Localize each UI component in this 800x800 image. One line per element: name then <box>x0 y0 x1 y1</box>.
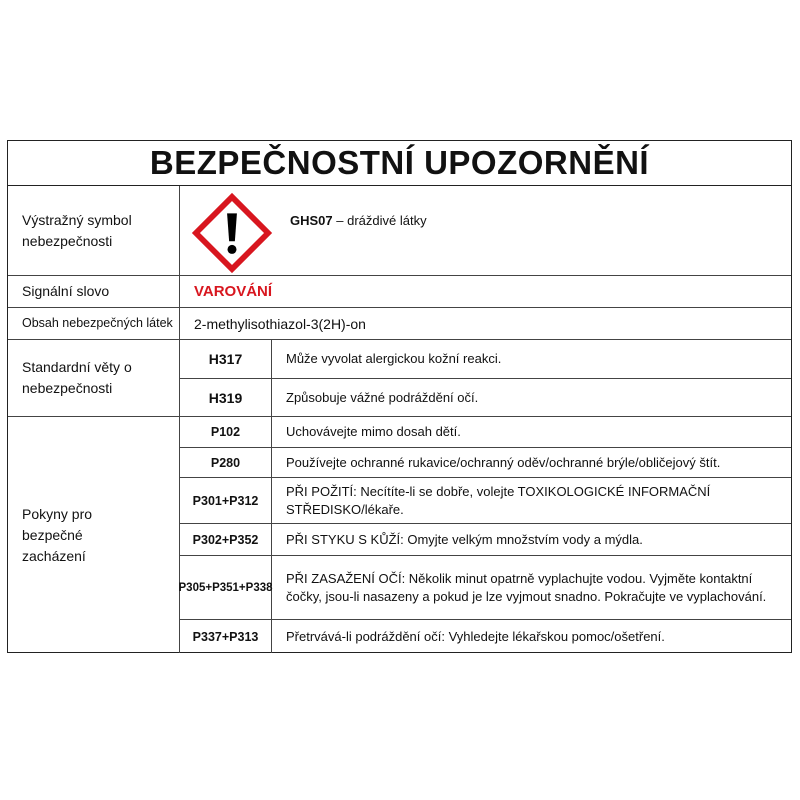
precaution-code: P337+P313 <box>180 620 272 653</box>
symbol-label: Výstražný symbol nebezpečnosti <box>8 186 180 275</box>
signal-row <box>8 276 791 308</box>
precaution-code: P280 <box>180 448 272 477</box>
hazard-code: H319 <box>180 379 272 417</box>
precaution-text: Používejte ochranné rukavice/ochranný oděv/ochranné brýle/obličejový štít. <box>286 454 721 470</box>
hazard-item <box>180 340 791 379</box>
substances-label: Obsah nebezpečných látek <box>8 308 180 339</box>
signal-label: Signální slovo <box>8 276 180 307</box>
signal-word: VAROVÁNÍ <box>194 283 273 300</box>
ghs07-exclamation-icon <box>191 192 273 274</box>
precaution-label: Pokyny pro bezpečné zacházení <box>8 417 180 653</box>
label-title: BEZPEČNOSTNÍ UPOZORNĚNÍ <box>8 141 791 186</box>
precaution-code: P102 <box>180 417 272 447</box>
precaution-text: Uchovávejte mimo dosah dětí. <box>286 424 461 439</box>
precaution-text: Přetrvává-li podráždění očí: Vyhledejte lékařskou pomoc/ošetření. <box>286 628 665 644</box>
precaution-item <box>180 524 791 556</box>
precaution-text: PŘI STYKU S KŮŽÍ: Omyjte velkým množstvím vody a mýdla. <box>286 531 643 547</box>
hazard-text: Může vyvolat alergickou kožní reakci. <box>286 351 502 366</box>
precaution-text: PŘI POŽITÍ: Necítíte-li se dobře, volejte TOXIKOLOGICKÉ INFORMAČNÍ STŘEDISKO/lékaře. <box>286 483 711 517</box>
ghs-code: GHS07 <box>290 213 333 228</box>
symbol-row <box>8 186 791 276</box>
precaution-row <box>8 417 791 653</box>
precaution-item <box>180 478 791 524</box>
precaution-item <box>180 448 791 478</box>
precaution-code: P305+P351+P338 <box>180 556 272 619</box>
substances-row <box>8 308 791 340</box>
hazard-row <box>8 340 791 417</box>
substances-value: 2-methylisothiazol-3(2H)-on <box>194 315 366 332</box>
hazard-code: H317 <box>180 340 272 378</box>
safety-label <box>7 140 792 653</box>
precaution-text: PŘI ZASAŽENÍ OČÍ: Několik minut opatrně vyplachujte vodou. Vyjměte kontaktní čočky, jsou-li nasazeny a pokud je lze vyjmout snadno. Pokračujte ve vyplachování. <box>286 570 767 604</box>
precaution-item <box>180 556 791 620</box>
ghs-desc: – dráždivé látky <box>336 213 427 228</box>
precaution-code: P302+P352 <box>180 524 272 555</box>
hazard-text: Způsobuje vážné podráždění očí. <box>286 390 479 405</box>
hazard-item <box>180 379 791 417</box>
precaution-item <box>180 620 791 653</box>
precaution-code: P301+P312 <box>180 478 272 523</box>
ghs-description <box>290 213 427 228</box>
precaution-item <box>180 417 791 448</box>
hazard-label: Standardní věty o nebezpečnosti <box>8 340 180 416</box>
